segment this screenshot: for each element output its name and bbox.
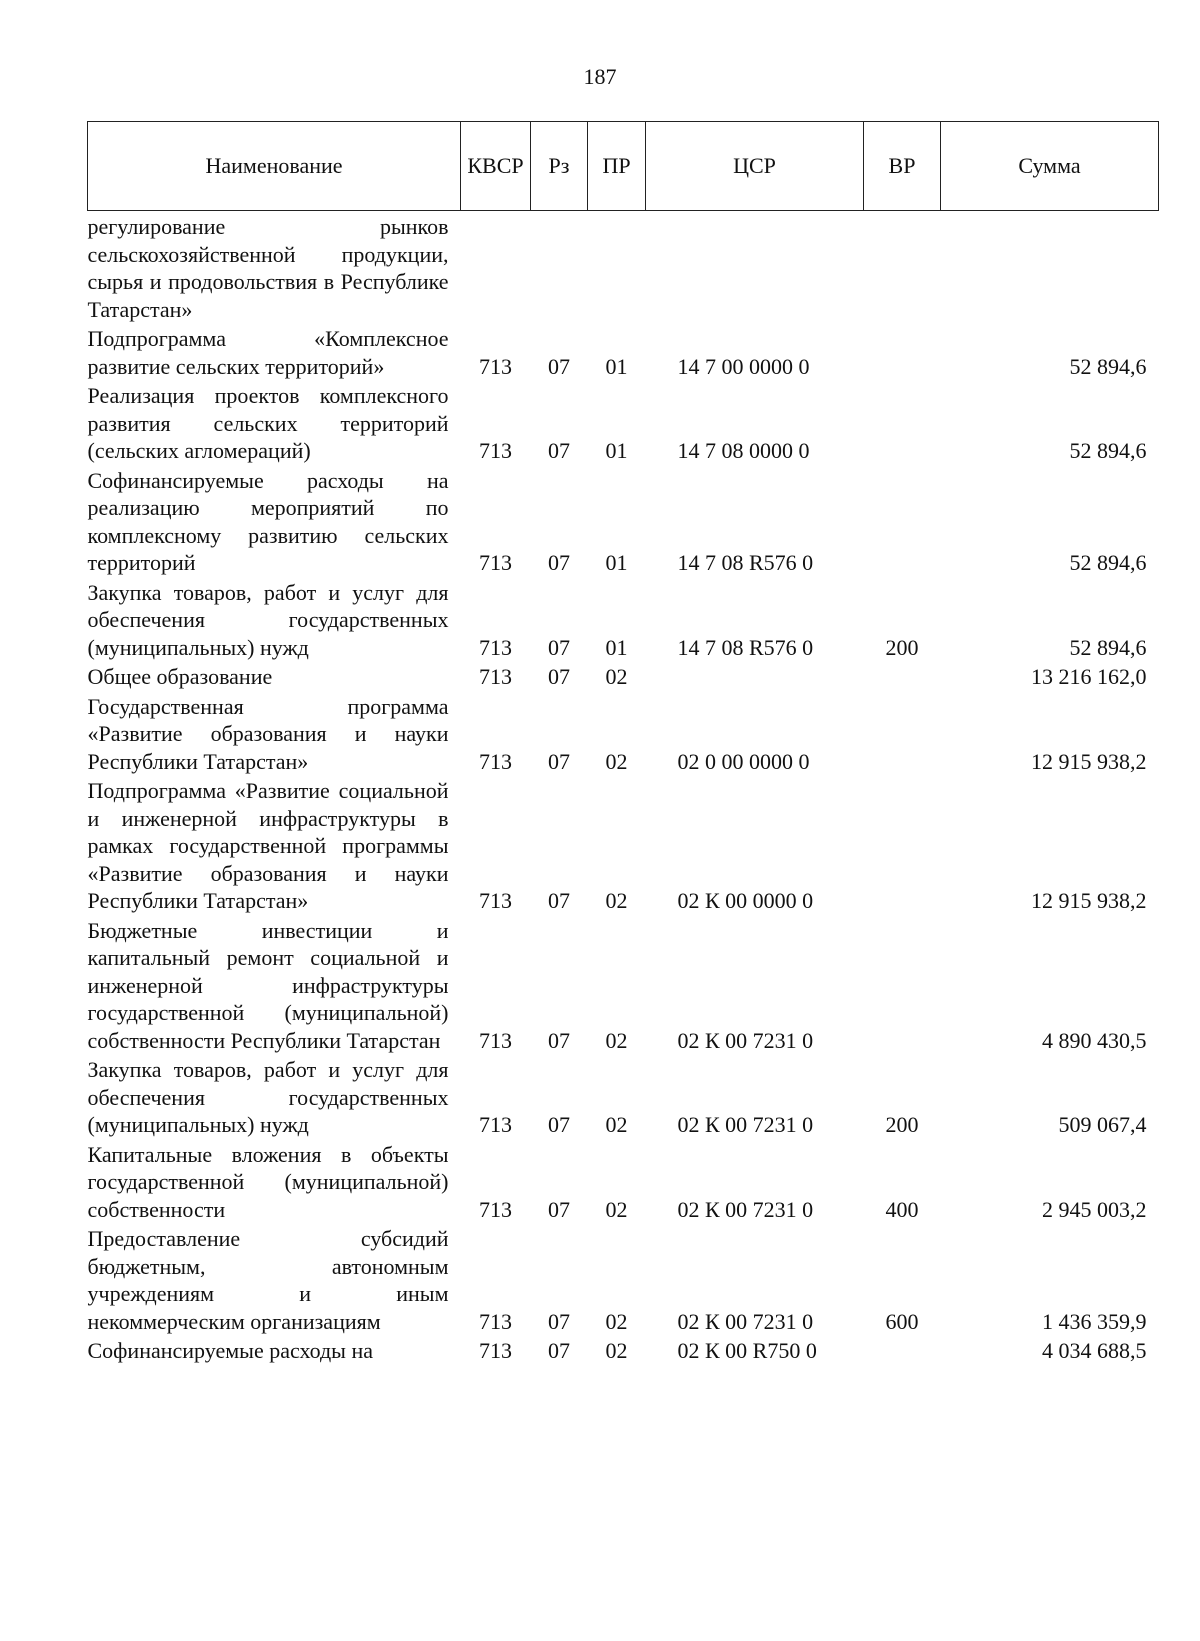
- row-pr: [588, 211, 646, 324]
- table-row: [88, 691, 1159, 776]
- table-row: [88, 323, 1159, 380]
- row-vr: 200: [885, 634, 919, 660]
- row-pr: 01: [605, 550, 628, 575]
- row-csr: 02 К 00 R750 0: [677, 1338, 817, 1363]
- row-rz: 07: [548, 438, 570, 463]
- row-rz: 07: [548, 1027, 570, 1053]
- row-rz: [531, 211, 588, 324]
- row-csr: [646, 661, 864, 691]
- row-csr: 02 К 00 7231 0: [677, 1196, 814, 1222]
- row-sum: 52 894,6: [1069, 353, 1147, 379]
- row-csr: 14 7 00 0000 0: [677, 353, 810, 379]
- table-row: [88, 1054, 1159, 1139]
- table-row: [88, 661, 1159, 691]
- row-vr: [864, 661, 941, 691]
- row-csr: 14 7 08 0000 0: [677, 438, 810, 463]
- row-kvsr: 713: [479, 634, 512, 660]
- row-pr: 01: [605, 634, 628, 660]
- row-csr: 14 7 08 R576 0: [677, 634, 814, 660]
- row-name: Софинансируемые расходы на реализацию мероприятий по комплексному развитию сельских территорий: [87, 467, 449, 575]
- row-vr: 400: [885, 1196, 919, 1222]
- header-kvsr: КВСР: [461, 122, 531, 211]
- row-sum: 52 894,6: [1069, 634, 1147, 660]
- row-kvsr: 713: [479, 1027, 512, 1053]
- table-row: [88, 577, 1159, 662]
- row-name: Капитальные вложения в объекты государственной (муниципальной) собственности: [87, 1141, 449, 1222]
- row-sum: [941, 211, 1159, 324]
- row-pr: 02: [605, 888, 628, 913]
- row-sum: 1 436 359,9: [1042, 1308, 1147, 1334]
- row-kvsr: 713: [479, 1338, 512, 1363]
- row-rz: 07: [548, 1308, 570, 1334]
- row-name: регулирование рынков сельскохозяйственной продукции, сырья и продовольствия в Республике Татарстан»: [87, 214, 449, 322]
- row-name: Закупка товаров, работ и услуг для обеспечения государственных (муниципальных) нужд: [87, 1057, 449, 1137]
- table-header-row: [88, 122, 1159, 211]
- table-row: [88, 1335, 1159, 1365]
- row-csr: 02 К 00 7231 0: [677, 1112, 814, 1137]
- row-sum: 12 915 938,2: [1031, 748, 1147, 774]
- table-row: [88, 211, 1159, 324]
- budget-table: [87, 121, 1159, 1365]
- row-csr: 02 К 00 7231 0: [677, 1027, 814, 1053]
- row-vr: 600: [885, 1308, 919, 1334]
- row-vr: 200: [885, 1112, 919, 1137]
- row-vr: [864, 691, 941, 776]
- row-pr: 02: [605, 748, 628, 774]
- row-kvsr: 713: [479, 748, 512, 774]
- row-kvsr: 713: [479, 888, 512, 913]
- row-rz: 07: [548, 353, 570, 379]
- row-pr: 02: [605, 1027, 628, 1053]
- row-kvsr: 713: [479, 353, 512, 379]
- row-pr: 01: [605, 353, 628, 379]
- table-row: [88, 1139, 1159, 1224]
- row-kvsr: 713: [479, 550, 512, 575]
- table-row: [88, 465, 1159, 577]
- row-name: Бюджетные инвестиции и капитальный ремонт социальной и инженерной инфраструктуры государственной (муниципальной) собственности Республики Татарстан: [87, 917, 449, 1053]
- row-vr: [864, 775, 941, 915]
- row-kvsr: 713: [479, 1112, 512, 1137]
- row-sum: 4 034 688,5: [1042, 1338, 1147, 1363]
- row-vr: [864, 211, 941, 324]
- row-sum: 2 945 003,2: [1042, 1196, 1147, 1222]
- row-name: Реализация проектов комплексного развития сельских территорий (сельских агломераций): [87, 383, 449, 463]
- row-vr: [864, 323, 941, 380]
- header-vr: ВР: [864, 122, 941, 211]
- row-rz: 07: [548, 634, 570, 660]
- row-csr: 02 К 00 0000 0: [677, 888, 814, 913]
- row-kvsr: [461, 211, 531, 324]
- header-sum: Сумма: [941, 122, 1159, 211]
- table-row: [88, 915, 1159, 1055]
- row-name: Предоставление субсидий бюджетным, автономным учреждениям и иным некоммерческим организациям: [87, 1226, 449, 1334]
- row-vr: [864, 915, 941, 1055]
- header-rz: Рз: [531, 122, 588, 211]
- row-rz: 07: [548, 550, 570, 575]
- table-row: [88, 775, 1159, 915]
- row-name: Общее образование: [87, 664, 273, 689]
- row-rz: 07: [548, 1196, 570, 1222]
- row-csr: 02 К 00 7231 0: [677, 1308, 814, 1334]
- row-sum: 4 890 430,5: [1042, 1027, 1147, 1053]
- row-rz: 07: [548, 748, 570, 774]
- row-name: Государственная программа «Развитие образования и науки Республики Татарстан»: [87, 693, 449, 774]
- row-rz: 07: [548, 664, 570, 689]
- row-name: Подпрограмма «Комплексное развитие сельских территорий»: [87, 326, 449, 379]
- header-pr: ПР: [588, 122, 646, 211]
- page-number: 187: [583, 64, 617, 89]
- row-csr: 14 7 08 R576 0: [677, 550, 814, 575]
- row-csr: 02 0 00 0000 0: [677, 748, 810, 774]
- row-sum: 52 894,6: [1069, 438, 1147, 463]
- row-rz: 07: [548, 888, 570, 913]
- row-pr: 02: [605, 1112, 628, 1137]
- row-kvsr: 713: [479, 664, 512, 689]
- row-name: Софинансируемые расходы на: [87, 1338, 373, 1363]
- row-vr: [864, 465, 941, 577]
- row-kvsr: 713: [479, 1308, 512, 1334]
- table-row: [88, 380, 1159, 465]
- row-rz: 07: [548, 1112, 570, 1137]
- row-rz: 07: [548, 1338, 570, 1363]
- row-pr: 02: [605, 1308, 628, 1334]
- row-kvsr: 713: [479, 1196, 512, 1222]
- row-sum: 12 915 938,2: [1031, 888, 1147, 913]
- row-vr: [864, 1335, 941, 1365]
- row-pr: 02: [605, 664, 628, 689]
- row-pr: 02: [605, 1338, 628, 1363]
- row-vr: [864, 380, 941, 465]
- row-kvsr: 713: [479, 438, 512, 463]
- row-name: Закупка товаров, работ и услуг для обеспечения государственных (муниципальных) нужд: [87, 579, 449, 660]
- row-pr: 01: [605, 438, 628, 463]
- row-name: Подпрограмма «Развитие социальной и инженерной инфраструктуры в рамках государственной программы «Развитие образования и науки Республики Татарстан»: [87, 778, 449, 913]
- row-csr: [646, 211, 864, 324]
- row-pr: 02: [605, 1196, 628, 1222]
- row-sum: 52 894,6: [1069, 550, 1147, 575]
- table-row: [88, 1223, 1159, 1335]
- header-name: Наименование: [88, 122, 461, 211]
- header-csr: ЦСР: [646, 122, 864, 211]
- row-sum: 13 216 162,0: [1031, 664, 1147, 689]
- row-sum: 509 067,4: [1058, 1112, 1147, 1137]
